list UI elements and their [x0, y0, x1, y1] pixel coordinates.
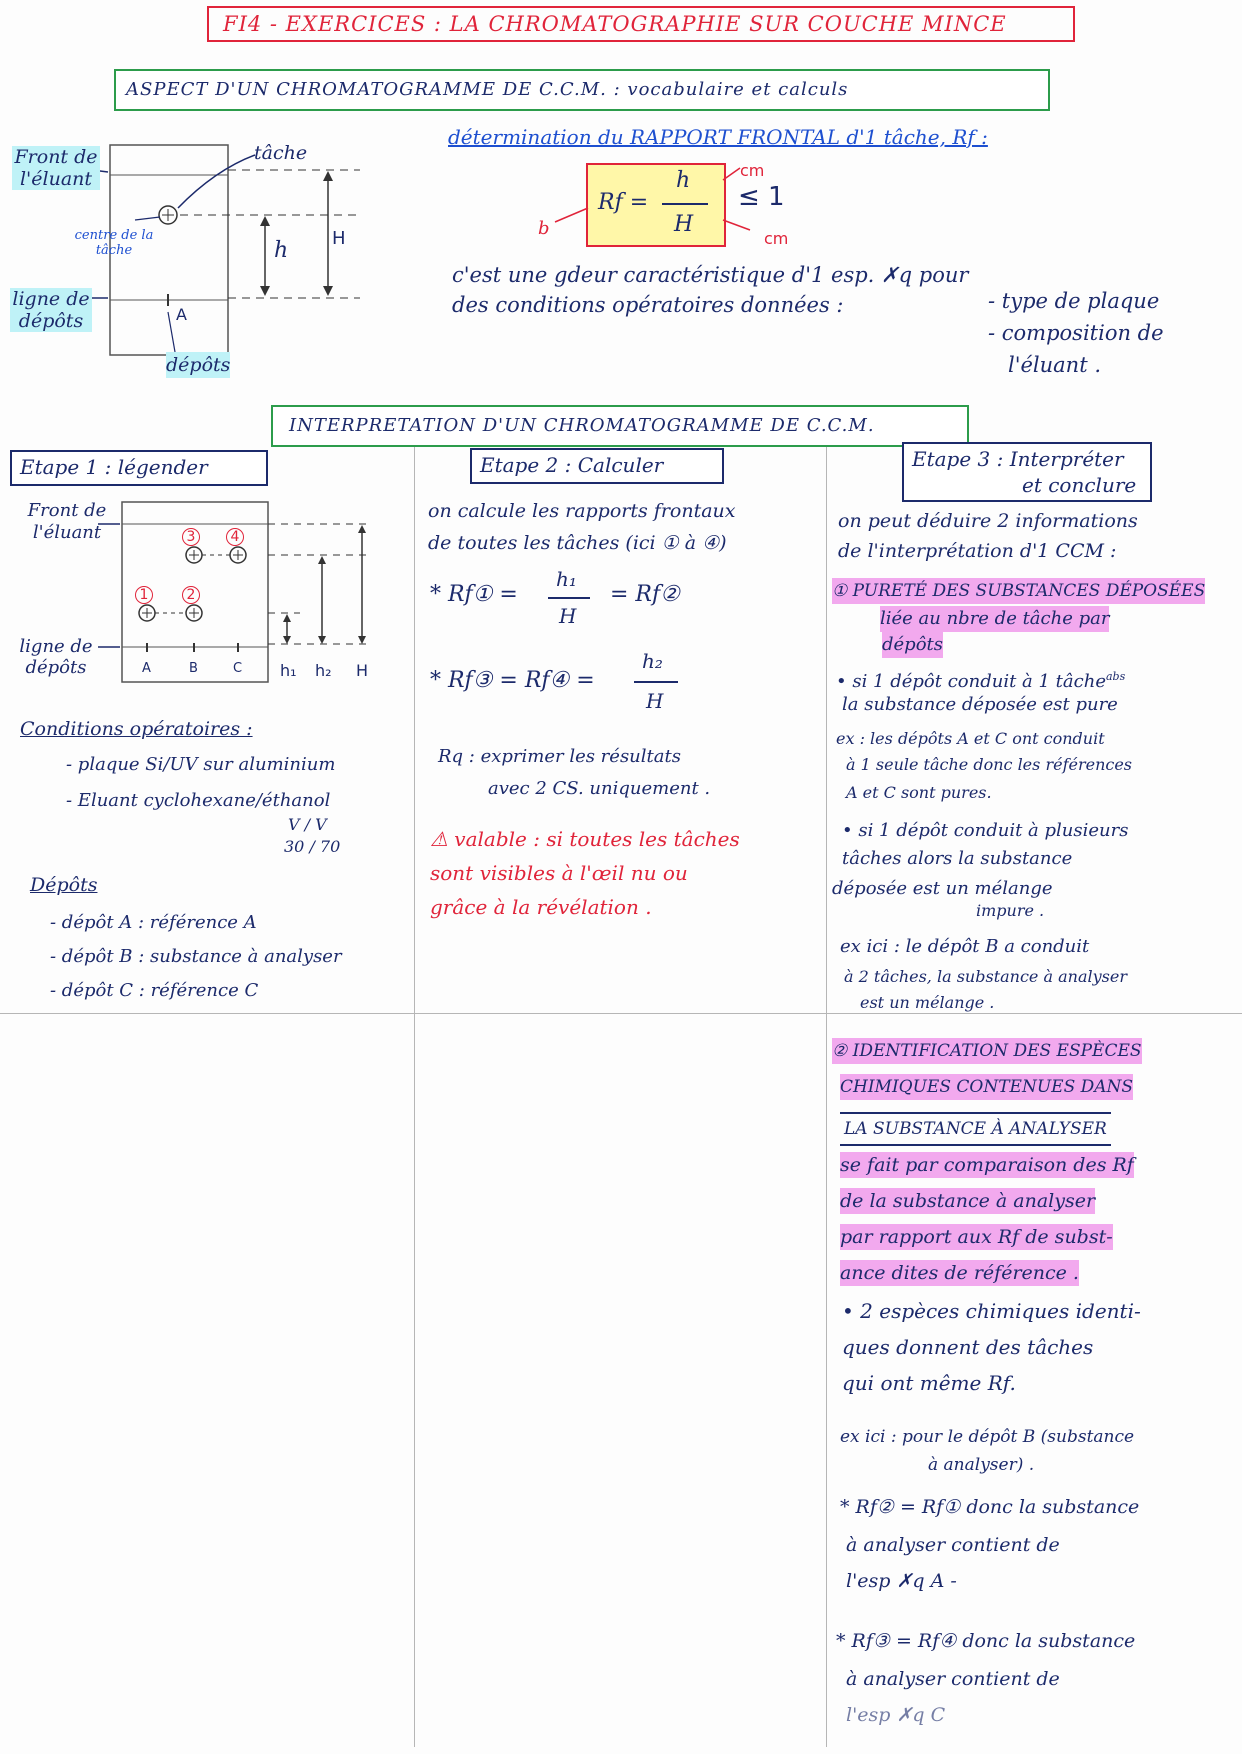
purity-sub-2: dépôts	[882, 632, 943, 658]
unit-top: cm	[740, 161, 765, 180]
h1-arrow-top	[283, 614, 291, 622]
spot-label: tâche	[254, 142, 308, 164]
purity-bullet-1a-sup: abs	[1105, 670, 1126, 683]
rq-line-1: Rq : exprimer les résultats	[438, 746, 681, 767]
rf-bullet-eluent-2: l'éluant .	[1008, 353, 1101, 377]
section-heading-interpretation: INTERPRETATION D'UN CHROMATOGRAMME DE C.C.M.	[271, 405, 969, 447]
rf-numerator: h	[676, 168, 691, 193]
purity-bullet-1b: la substance déposée est pure	[842, 694, 1118, 715]
purity-bullet-2d: impure .	[976, 901, 1045, 920]
height-H: H	[356, 661, 369, 680]
purity-example-1a: ex : les dépôts A et C ont conduit	[836, 729, 1105, 748]
page-title: FI4 - EXERCICES : LA CHROMATOGRAPHIE SUR COUCHE MINCE	[207, 6, 1075, 42]
purity-example-2c: est un mélange .	[860, 993, 995, 1012]
ratio-values: 30 / 70	[284, 837, 341, 856]
rf-denominator: H	[674, 212, 694, 237]
rf-note-line2: des conditions opératoires données :	[452, 293, 844, 317]
unit-top-arrow	[723, 168, 740, 180]
height-h1: h₁	[280, 661, 297, 680]
rf-bullet-plate: - type de plaque	[988, 289, 1160, 313]
identification-example-2: à analyser) .	[928, 1455, 1035, 1475]
side-mark: b	[538, 218, 550, 239]
rf-inequality: ≤ 1	[738, 182, 785, 212]
h1-arrow-bottom	[283, 636, 291, 644]
section-heading-aspect: ASPECT D'UN CHROMATOGRAMME DE C.C.M. : vocabulaire et calculs	[114, 69, 1050, 111]
identification-title-3: LA SUBSTANCE À ANALYSER	[840, 1112, 1111, 1146]
eq1-numerator: h₁	[556, 567, 577, 591]
eq1-denominator: H	[559, 604, 577, 628]
rq-line-2: avec 2 CS. uniquement .	[488, 778, 711, 799]
h-arrow-head-bottom	[260, 286, 270, 296]
H2-arrow-bottom	[358, 636, 366, 644]
identification-conclusion-1a: * Rf② = Rf① donc la substance	[840, 1496, 1140, 1518]
identification-example-1: ex ici : pour le dépôt B (substance	[840, 1427, 1135, 1447]
H2-arrow-top	[358, 525, 366, 533]
rf-formula-lhs: Rf =	[598, 190, 649, 215]
h-arrow-head-top	[260, 216, 270, 226]
identification-title-2: CHIMIQUES CONTENUES DANS	[840, 1074, 1133, 1100]
condition-plate: - plaque Si/UV sur aluminium	[66, 754, 336, 775]
identification-bullet-1: • 2 espèces chimiques identi-	[842, 1299, 1141, 1323]
deposits-title: Dépôts	[30, 874, 98, 896]
rf-heading-text: détermination du RAPPORT FRONTAL d'1 tâche, Rf :	[448, 125, 988, 149]
step3-intro-1: on peut déduire 2 informations	[838, 510, 1138, 532]
step2-intro-1: on calcule les rapports frontaux	[428, 500, 736, 522]
step3-title	[902, 442, 1152, 502]
warning-line-1: ⚠ valable : si toutes les tâches	[430, 827, 740, 851]
step3-title-line1: Etape 3 : Interpréter	[912, 447, 1124, 471]
deposits-label: dépôts	[166, 354, 231, 376]
deposit-a: - dépôt A : référence A	[50, 912, 257, 933]
column-divider-1	[414, 447, 415, 1747]
column-divider-2	[826, 447, 827, 1747]
spot-pointer	[178, 155, 255, 208]
identification-line-3: par rapport aux Rf de subst-	[840, 1226, 1113, 1248]
purity-example-2a: ex ici : le dépôt B a conduit	[840, 936, 1090, 957]
spot-number-1: 1	[135, 586, 153, 604]
lane-b: B	[189, 661, 198, 676]
unit-bottom: cm	[764, 229, 789, 248]
purity-sub-1: liée au nbre de tâche par	[880, 606, 1109, 632]
row-divider	[0, 1013, 1242, 1014]
rf-heading	[448, 124, 988, 150]
H-arrow-head-bottom	[323, 286, 333, 296]
purity-bullet-2a: • si 1 dépôt conduit à plusieurs	[842, 820, 1129, 841]
eq2-lhs: * Rf③ = Rf④ =	[430, 668, 595, 693]
ratio-units: V / V	[288, 815, 327, 834]
purity-bullet-2c: déposée est un mélange	[832, 878, 1053, 899]
H-arrow-head-top	[323, 171, 333, 181]
eq2-fraction-bar	[634, 681, 678, 683]
step3-title-line2: et conclure	[1022, 473, 1137, 497]
identification-line-4: ance dites de référence .	[840, 1262, 1079, 1284]
purity-example-2b: à 2 tâches, la substance à analyser	[844, 967, 1127, 986]
eq1-rhs: = Rf②	[610, 582, 680, 607]
identification-line-1: se fait par comparaison des Rf	[840, 1154, 1134, 1176]
eq2-numerator: h₂	[642, 649, 663, 673]
identification-line-2: de la substance à analyser	[840, 1190, 1096, 1212]
eq2-denominator: H	[646, 689, 664, 713]
purity-title: ① PURETÉ DES SUBSTANCES DÉPOSÉES	[832, 578, 1205, 604]
purity-bullet-2b: tâches alors la substance	[842, 848, 1073, 869]
step1-baseline-label: ligne de dépôts	[19, 636, 93, 678]
eq1-fraction-bar	[548, 597, 590, 599]
identification-title-1: ② IDENTIFICATION DES ESPÈCES	[832, 1038, 1142, 1064]
unit-bottom-arrow	[723, 220, 750, 230]
spot-center-label: centre de la tâche	[74, 228, 154, 258]
deposit-pointer	[168, 312, 175, 352]
step3-intro-2: de l'interprétation d'1 CCM :	[838, 540, 1117, 562]
identification-conclusion-2b: à analyser contient de	[846, 1668, 1060, 1690]
deposit-c: - dépôt C : référence C	[50, 980, 259, 1001]
rf-bullet-eluent: - composition de	[988, 321, 1164, 345]
deposit-letter: A	[176, 305, 187, 324]
condition-eluent: - Eluant cyclohexane/éthanol	[66, 790, 331, 811]
deposit-b: - dépôt B : substance à analyser	[50, 946, 342, 967]
spot-number-2: 2	[182, 586, 200, 604]
eq1-lhs: * Rf① =	[430, 582, 518, 607]
spot-number-4: 4	[226, 528, 244, 546]
H-label: H	[332, 228, 346, 249]
h2-arrow-top	[318, 556, 326, 564]
center-pointer	[135, 217, 160, 220]
identification-bullet-3: qui ont même Rf.	[842, 1371, 1016, 1395]
rf-unit-arrows	[540, 160, 760, 240]
step2-intro-2: de toutes les tâches (ici ① à ④)	[428, 532, 727, 554]
lane-a: A	[142, 661, 151, 676]
purity-bullet-1a-text: • si 1 dépôt conduit à 1 tâche	[836, 671, 1106, 692]
identification-conclusion-2c: l'esp ✗q C	[846, 1704, 946, 1726]
warning-line-3: grâce à la révélation .	[430, 895, 652, 919]
purity-example-1b: à 1 seule tâche donc les références	[846, 755, 1133, 774]
identification-conclusion-1b: à analyser contient de	[846, 1534, 1060, 1556]
h-label: h	[274, 238, 289, 263]
step1-title: Etape 1 : légender	[10, 450, 268, 486]
step1-front-label: Front de l'éluant	[27, 500, 107, 543]
step2-title: Etape 2 : Calculer	[470, 448, 724, 484]
conditions-title: Conditions opératoires :	[20, 718, 253, 740]
h2-arrow-bottom	[318, 636, 326, 644]
front-label: Front de l'éluant	[12, 146, 100, 190]
rf-note-line1: c'est une gdeur caractéristique d'1 esp. ✗q pour	[452, 263, 969, 287]
baseline-label: ligne de dépôts	[10, 288, 92, 332]
warning-line-2: sont visibles à l'œil nu ou	[430, 861, 688, 885]
lane-c: C	[233, 661, 243, 676]
identification-conclusion-1c: l'esp ✗q A -	[846, 1570, 957, 1592]
purity-example-1c: A et C sont pures.	[846, 783, 992, 802]
purity-bullet-1a	[836, 664, 1125, 695]
spot-number-3: 3	[182, 528, 200, 546]
side-arrow	[555, 208, 588, 222]
identification-conclusion-2a: * Rf③ = Rf④ donc la substance	[836, 1630, 1136, 1652]
identification-bullet-2: ques donnent des tâches	[842, 1335, 1094, 1359]
height-h2: h₂	[315, 661, 332, 680]
